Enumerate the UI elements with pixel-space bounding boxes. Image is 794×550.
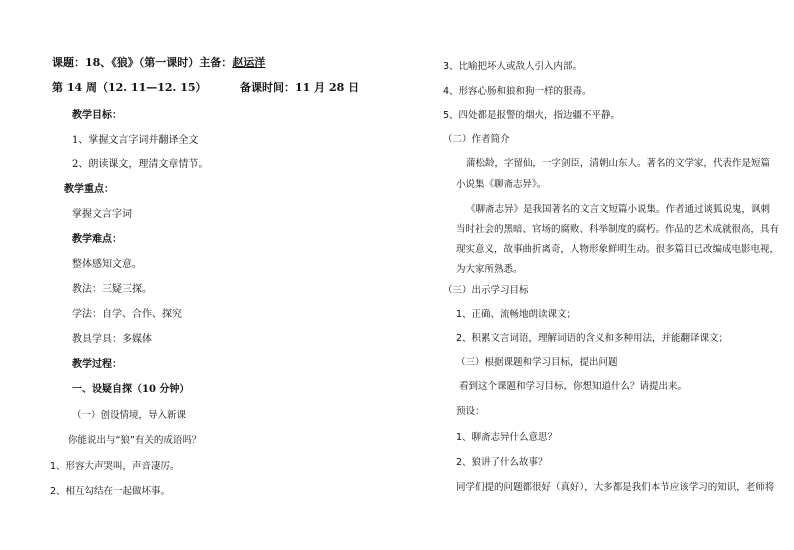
ask-questions-label: （三）根据课题和学习目标，提出问题 — [456, 357, 618, 368]
week-info: 第 14 周（12. 11—12. 15） — [52, 81, 207, 94]
closing-text: 同学们提的问题都很好（真好），大多都是我们本节应该学习的知识，老师将 — [456, 482, 775, 493]
ask-questions-text: 看到这个课题和学习目标，你想知道什么？请提出来。 — [459, 381, 688, 392]
idiom-2: 2、相互勾结在一起做坏事。 — [50, 486, 171, 497]
preset-question-1: 1、聊斋志异什么意思？ — [456, 432, 558, 443]
section-1-heading: 一、设疑自探（10 分钟） — [72, 384, 190, 395]
learning-method: 学法：自学、合作、探究 — [72, 309, 182, 320]
teaching-tools: 教具学具：多媒体 — [72, 334, 152, 345]
objective-2: 2、积累文言词语，理解词语的含义和多种用法，并能翻译课文； — [456, 333, 729, 344]
teaching-goals-label: 教学目标： — [72, 110, 122, 121]
book-intro-line-2: 当时社会的黑暗、官场的腐败、科举制度的腐朽。作品的艺术成就很高，具有 — [456, 224, 780, 235]
book-intro-line-4: 为大家所熟悉。 — [456, 264, 523, 275]
subsection-1: （一）创设情境，导入新课 — [72, 410, 187, 421]
idiom-5: 5、四处都是报警的烟火，指边疆不平静。 — [443, 110, 621, 121]
lesson-title — [52, 56, 265, 70]
process-label: 教学过程： — [72, 359, 122, 370]
author-intro-label: （二）作者简介 — [443, 134, 510, 145]
goal-2: 2、朗读课文，理清文章情节。 — [72, 159, 209, 170]
title-author: 赵运洋 — [232, 56, 266, 69]
prep-time: 备课时间：11 月 28 日 — [240, 81, 360, 94]
idiom-question: 你能说出与“狼”有关的成语吗？ — [68, 435, 202, 446]
goal-1: 1、掌握文言字词并翻译全文 — [72, 135, 199, 146]
objectives-label: （三）出示学习目标 — [443, 285, 529, 296]
preset-question-2: 2、狼讲了什么故事？ — [456, 457, 548, 468]
idiom-1: 1、形容大声哭叫，声音凄厉。 — [50, 461, 180, 472]
author-intro-line-1: 蒲松龄，字留仙，一字剑臣，清朝山东人。著名的文学家，代表作是短篇 — [466, 158, 771, 169]
teaching-method: 教法：三疑三探。 — [72, 284, 152, 295]
difficulties: 整体感知文意。 — [72, 259, 142, 270]
objective-1: 1、正确、流畅地朗读课文； — [456, 309, 577, 320]
title-main: 《狼》（第一课时）主备： — [111, 56, 233, 69]
idiom-3: 3、比喻把坏人或敌人引入内部。 — [443, 61, 583, 72]
key-points: 掌握文言字词 — [72, 209, 132, 220]
title-prefix: 课题：18、 — [52, 56, 112, 69]
preset-label: 预设： — [456, 406, 485, 417]
book-intro-line-1: 《聊斋志异》是我国著名的文言文短篇小说集。作者通过谈狐说鬼，讽刺 — [466, 204, 771, 215]
difficulties-label: 教学难点： — [72, 234, 122, 245]
author-intro-line-2: 小说集《聊斋志异》。 — [456, 179, 547, 190]
book-intro-line-3: 现实意义，故事曲折离奇，人物形象鲜明生动。很多篇目已改编成电影电视， — [456, 244, 780, 255]
key-points-label: 教学重点： — [64, 184, 114, 195]
idiom-4: 4、形容心肠和狼和狗一样的狠毒。 — [443, 86, 592, 97]
